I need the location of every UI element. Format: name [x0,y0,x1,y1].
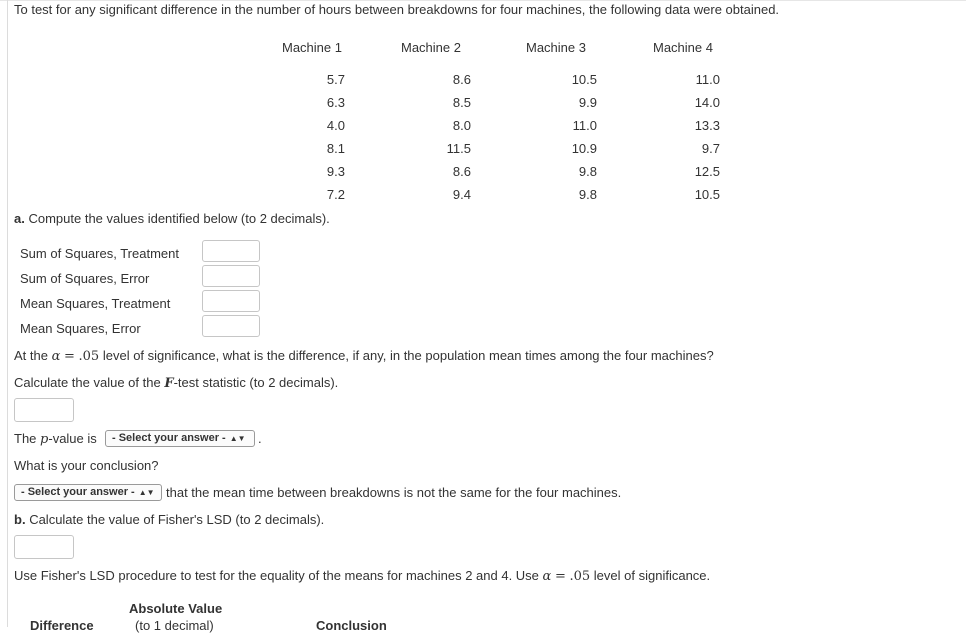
header-machine-2: Machine 2 [401,40,461,55]
top-rule [0,0,966,1]
part-a-letter: a. [14,211,25,226]
table-cell: 7.2 [326,187,345,202]
f-stat-prompt [14,375,338,391]
table-cell: 10.5 [571,72,597,87]
lsd-input[interactable] [14,535,74,559]
pvalue-period: . [258,431,262,446]
part-a-text: Compute the values identified below (to 2 decimals). [28,211,330,226]
ss-error-input[interactable] [202,265,260,287]
ms-treatment-input[interactable] [202,290,260,312]
conclusion-question: What is your conclusion? [14,458,159,473]
select-updown-icon: ▲▼ [229,434,246,443]
left-rule [7,0,8,627]
part-b-text: Calculate the value of Fisher's LSD (to 2 decimals). [29,512,325,527]
alpha-symbol: α [542,569,552,584]
conclusion-select[interactable] [14,484,162,501]
ms-error-label: Mean Squares, Error [20,321,141,336]
conclusion-select-label: - Select your answer - [21,486,135,498]
p-symbol: p [40,432,49,447]
abs-value-header: Absolute Value [129,601,223,616]
difference-header: Difference [30,618,94,633]
ss-treatment-label: Sum of Squares, Treatment [20,246,179,261]
ss-treatment-input[interactable] [202,240,260,262]
ms-error-input[interactable] [202,315,260,337]
header-machine-4: Machine 4 [653,40,713,55]
conclusion-suffix: that the mean time between breakdowns is not the same for the four machines. [166,485,622,500]
pvalue-pre: The [14,431,37,446]
pvalue-select[interactable] [105,430,255,447]
f-symbol: F [164,376,174,391]
table-cell: 11.0 [695,72,720,87]
part-a-prompt [14,211,330,226]
f-stat-input[interactable] [14,398,74,422]
table-cell: 14.0 [694,95,720,110]
table-cell: 5.7 [326,72,345,87]
table-cell: 11.5 [446,141,471,156]
table-cell: 11.0 [572,118,597,133]
table-cell: 9.4 [452,187,471,202]
table-cell: 8.6 [452,72,471,87]
table-cell: 9.9 [578,95,597,110]
lsd-instruction [14,568,710,584]
lsd-post: level of significance. [593,568,711,583]
table-cell: 8.0 [452,118,471,133]
abs-value-subheader: (to 1 decimal) [135,618,214,633]
part-b-letter: b. [14,512,26,527]
ms-treatment-label: Mean Squares, Treatment [20,296,171,311]
conclusion-header: Conclusion [316,618,387,633]
part-b-prompt [14,512,324,527]
table-cell: 10.9 [571,141,597,156]
ss-error-label: Sum of Squares, Error [20,271,150,286]
alpha-symbol: α [51,349,61,364]
table-cell: 8.6 [452,164,471,179]
alpha-question [14,348,714,364]
pvalue-post: -value is [48,431,97,446]
f-prompt-pre: Calculate the value of the [14,375,161,390]
pvalue-select-label: - Select your answer - [112,432,226,444]
table-cell: 9.8 [578,164,597,179]
alpha-value: .05 [78,349,100,364]
alpha-question-post: level of significance, what is the difference, if any, in the population mean times among the four machines? [102,348,714,363]
table-cell: 4.0 [326,118,345,133]
table-cell: 8.5 [452,95,471,110]
table-cell: 6.3 [326,95,345,110]
select-updown-icon: ▲▼ [138,488,155,497]
table-cell: 9.8 [578,187,597,202]
table-cell: 10.5 [694,187,720,202]
header-machine-3: Machine 3 [526,40,586,55]
intro-text: To test for any significant difference in the number of hours between breakdowns for four machines, the following data were obtained. [14,2,780,17]
lsd-pre: Use Fisher's LSD procedure to test for the equality of the means for machines 2 and 4. Use [14,568,539,583]
f-prompt-post: -test statistic (to 2 decimals). [173,375,339,390]
table-cell: 13.3 [694,118,720,133]
pvalue-line [14,431,97,447]
table-cell: 9.7 [701,141,720,156]
table-cell: 12.5 [694,164,720,179]
alpha-value: .05 [569,569,591,584]
alpha-question-pre: At the [14,348,48,363]
equals-sign: = [64,349,75,364]
equals-sign: = [554,569,566,584]
header-machine-1: Machine 1 [282,40,342,55]
table-cell: 9.3 [326,164,345,179]
table-cell: 8.1 [326,141,345,156]
